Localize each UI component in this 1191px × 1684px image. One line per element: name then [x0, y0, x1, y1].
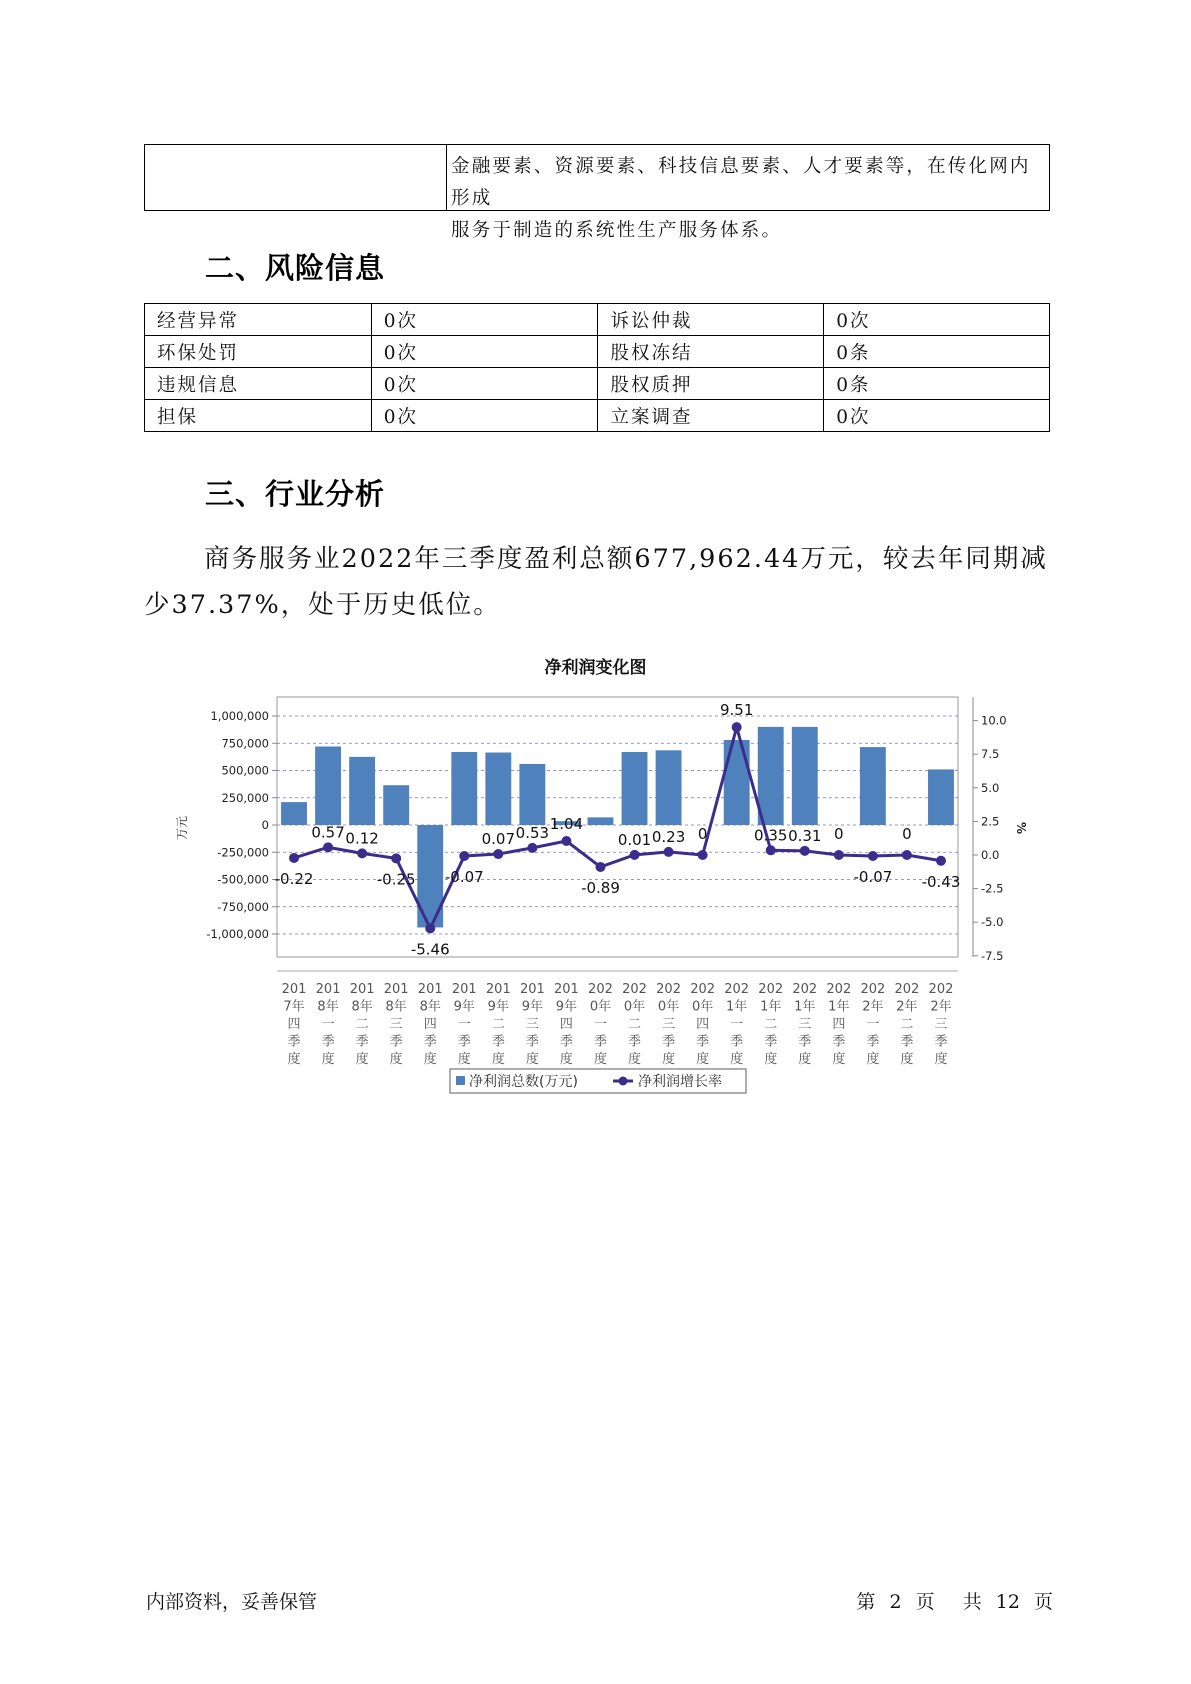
x-tick-label: 9年: [555, 999, 578, 1015]
risk-item-value: 0次: [371, 400, 598, 432]
x-tick-label: 2年: [862, 999, 884, 1015]
x-tick-label: 202: [792, 982, 818, 997]
growth-data-label: 0.53: [515, 823, 550, 842]
growth-point: [834, 850, 844, 860]
growth-point: [800, 846, 810, 856]
right-tick-label: 0.0: [981, 848, 1000, 862]
growth-point: [630, 850, 640, 860]
risk-item-label: 环保处罚: [145, 336, 372, 368]
table-cell-line: 金融要素、资源要素、科技信息要素、人才要素等，在传化网内形成: [451, 156, 1031, 209]
x-tick-label: 度: [900, 1052, 914, 1067]
risk-item-label: 立案调查: [598, 400, 824, 432]
x-tick-label: 季: [696, 1034, 710, 1050]
x-tick-label: 三: [934, 1017, 948, 1032]
x-tick-label: 季: [798, 1034, 812, 1050]
x-tick-label: 三: [389, 1017, 403, 1032]
growth-point: [357, 848, 367, 858]
page-prefix: 第: [856, 1591, 876, 1613]
page-no: 2: [889, 1591, 902, 1613]
bar: [724, 740, 750, 825]
x-tick-label: 季: [287, 1034, 301, 1050]
right-tick-label: -2.5: [981, 881, 1004, 896]
left-tick-label: -1,000,000: [206, 927, 269, 941]
growth-point: [902, 850, 912, 860]
growth-data-label: 9.51: [719, 701, 754, 720]
risk-item-value: 0次: [371, 336, 598, 368]
right-axis-title: %: [1014, 821, 1028, 835]
bar: [792, 727, 818, 825]
x-tick-label: 201: [315, 982, 341, 997]
x-tick-label: 202: [758, 982, 784, 997]
left-tick-label: 0: [261, 818, 269, 832]
x-tick-label: 二: [628, 1017, 642, 1032]
total-prefix: 共: [962, 1591, 982, 1613]
growth-data-label: -0.07: [444, 867, 484, 886]
x-tick-label: 度: [866, 1052, 880, 1067]
x-tick-label: 7年: [283, 999, 305, 1015]
risk-item-value: 0条: [824, 336, 1050, 368]
x-tick-label: 一: [321, 1017, 335, 1032]
growth-data-label: 0: [697, 825, 708, 843]
legend-line-label: 净利润增长率: [638, 1074, 722, 1090]
growth-data-label: 0.12: [345, 829, 379, 848]
risk-item-label: 担保: [145, 400, 372, 432]
bar: [451, 752, 477, 825]
x-tick-label: 202: [622, 982, 647, 997]
growth-data-label: -0.22: [274, 869, 314, 888]
x-tick-label: 一: [593, 1017, 607, 1032]
page-number: [856, 1587, 1053, 1614]
x-tick-label: 四: [559, 1017, 573, 1032]
growth-data-label: 0: [834, 825, 844, 843]
risk-item-value: 0次: [824, 304, 1050, 336]
risk-item-value: 0次: [371, 368, 598, 400]
growth-point: [493, 849, 503, 859]
growth-point: [732, 722, 742, 732]
x-tick-label: 季: [900, 1034, 914, 1050]
x-tick-label: 季: [423, 1034, 437, 1050]
x-tick-label: 度: [559, 1052, 573, 1067]
bar: [485, 753, 511, 825]
x-tick-label: 2年: [896, 999, 918, 1015]
page-unit: 页: [915, 1591, 935, 1613]
x-tick-label: 201: [281, 982, 307, 997]
growth-data-label: 0.07: [481, 830, 516, 849]
left-tick-label: 1,000,000: [210, 709, 269, 723]
x-tick-label: 季: [730, 1034, 744, 1050]
x-tick-label: 季: [662, 1034, 676, 1050]
right-tick-label: 7.5: [981, 747, 1000, 762]
x-tick-label: 二: [900, 1017, 914, 1032]
table-cell-line: 服务于制造的系统性生产服务体系。: [451, 220, 783, 241]
x-tick-label: 季: [593, 1034, 607, 1050]
growth-data-label: -5.46: [410, 940, 450, 959]
risk-item-label: 违规信息: [145, 368, 372, 400]
growth-data-label: 0: [902, 825, 912, 843]
x-tick-label: 四: [696, 1017, 710, 1032]
x-tick-label: 四: [423, 1017, 437, 1032]
growth-point: [391, 853, 401, 863]
bar: [860, 747, 886, 825]
x-tick-label: 202: [690, 982, 716, 997]
growth-point: [527, 843, 537, 853]
x-tick-label: 季: [559, 1034, 573, 1050]
growth-point: [561, 836, 571, 846]
x-tick-label: 201: [554, 982, 579, 997]
x-tick-label: 1年: [828, 999, 850, 1015]
x-tick-label: 度: [730, 1052, 744, 1067]
footer-confidential: 内部资料，妥善保管: [146, 1591, 318, 1613]
x-tick-label: 9年: [521, 999, 544, 1015]
risk-item-value: 0条: [824, 368, 1050, 400]
growth-data-label: -0.43: [921, 872, 961, 891]
x-tick-label: 2年: [930, 999, 952, 1015]
x-tick-label: 一: [866, 1017, 880, 1032]
x-tick-label: 度: [764, 1052, 778, 1067]
x-tick-label: 0年: [691, 999, 714, 1015]
left-tick-label: -500,000: [217, 872, 269, 887]
x-tick-label: 季: [491, 1034, 505, 1050]
x-tick-label: 201: [519, 982, 545, 997]
risk-item-value: 0次: [371, 304, 598, 336]
growth-data-label: 1.04: [549, 815, 584, 834]
growth-data-label: 0.01: [617, 830, 652, 849]
growth-point: [936, 856, 946, 866]
x-tick-label: 度: [662, 1052, 676, 1067]
x-tick-label: 202: [656, 982, 681, 997]
x-tick-label: 二: [355, 1017, 369, 1032]
x-tick-label: 二: [491, 1017, 505, 1032]
x-tick-label: 季: [764, 1034, 778, 1050]
chart-title: 净利润变化图: [544, 658, 647, 678]
x-tick-label: 0年: [589, 999, 612, 1015]
x-tick-label: 三: [662, 1017, 676, 1032]
growth-data-label: -0.25: [376, 870, 416, 889]
x-tick-label: 一: [730, 1017, 744, 1032]
x-tick-label: 季: [389, 1034, 403, 1050]
x-tick-label: 0年: [657, 999, 680, 1015]
risk-item-label: 股权质押: [598, 368, 824, 400]
right-tick-label: 2.5: [981, 814, 1000, 829]
x-tick-label: 1年: [794, 999, 816, 1015]
x-tick-label: 度: [423, 1052, 437, 1067]
growth-point: [766, 845, 776, 855]
x-tick-label: 季: [866, 1034, 880, 1050]
x-tick-label: 四: [287, 1017, 301, 1032]
left-tick-label: 500,000: [221, 763, 269, 778]
x-tick-label: 1年: [726, 999, 748, 1015]
bar: [281, 802, 307, 825]
x-tick-label: 一: [457, 1017, 471, 1032]
x-tick-label: 度: [798, 1052, 812, 1067]
x-tick-label: 度: [934, 1052, 948, 1067]
x-tick-label: 三: [798, 1017, 812, 1032]
total-no: 12: [995, 1591, 1020, 1613]
growth-point: [698, 850, 708, 860]
x-tick-label: 度: [832, 1052, 846, 1067]
left-tick-label: -750,000: [217, 899, 269, 914]
legend-bar-label: 净利润总数(万元): [469, 1074, 578, 1090]
x-tick-label: 二: [764, 1017, 778, 1032]
x-tick-label: 度: [355, 1052, 369, 1067]
x-tick-label: 202: [860, 982, 886, 997]
right-tick-label: 5.0: [981, 780, 1000, 795]
x-tick-label: 202: [826, 982, 852, 997]
bar: [349, 757, 375, 825]
x-tick-label: 季: [355, 1034, 369, 1050]
total-unit: 页: [1033, 1591, 1053, 1613]
x-tick-label: 四: [832, 1017, 846, 1032]
x-tick-label: 度: [525, 1052, 539, 1067]
bar: [622, 752, 648, 825]
x-tick-label: 季: [525, 1034, 539, 1050]
x-tick-label: 202: [894, 982, 920, 997]
growth-point: [459, 851, 469, 861]
x-tick-label: 8年: [419, 999, 441, 1015]
x-tick-label: 季: [832, 1034, 846, 1050]
growth-point: [289, 853, 299, 863]
legend-line-marker: [619, 1077, 628, 1086]
x-tick-label: 9年: [453, 999, 475, 1015]
x-tick-label: 度: [628, 1052, 642, 1067]
x-tick-label: 9年: [487, 999, 509, 1015]
growth-data-label: -0.89: [581, 878, 620, 897]
growth-data-label: 0.31: [788, 826, 822, 845]
risk-item-label: 诉讼仲裁: [598, 304, 824, 336]
x-tick-label: 0年: [623, 999, 646, 1015]
x-tick-label: 度: [287, 1052, 301, 1067]
legend-bar-swatch: [456, 1076, 465, 1085]
x-tick-label: 201: [349, 982, 375, 997]
right-tick-label: -5.0: [981, 915, 1004, 930]
x-tick-label: 201: [383, 982, 409, 997]
risk-item-label: 股权冻结: [598, 336, 824, 368]
left-tick-label: 250,000: [221, 790, 269, 805]
growth-data-label: 0.23: [651, 827, 686, 846]
growth-data-label: 0.35: [754, 826, 788, 845]
bar: [519, 764, 545, 825]
industry-paragraph: 商务服务业2022年三季度盈利总额677,962.44万元，较去年同期减少37.37%，处于历史低位。: [144, 544, 1048, 620]
growth-point: [595, 862, 605, 872]
bar: [588, 817, 614, 825]
x-tick-label: 201: [417, 982, 443, 997]
growth-point: [323, 842, 333, 852]
bar: [928, 769, 954, 825]
bar: [383, 785, 409, 825]
risk-item-value: 0次: [824, 400, 1050, 432]
growth-point: [664, 847, 674, 857]
bar: [758, 727, 784, 825]
x-tick-label: 度: [457, 1052, 471, 1067]
x-tick-label: 度: [389, 1052, 403, 1067]
plot-area: [274, 697, 958, 957]
risk-item-label: 经营异常: [145, 304, 372, 336]
x-tick-label: 8年: [385, 999, 407, 1015]
x-tick-label: 季: [628, 1034, 642, 1050]
x-tick-label: 度: [321, 1052, 335, 1067]
x-tick-label: 三: [525, 1017, 539, 1032]
x-tick-label: 202: [724, 982, 750, 997]
x-tick-label: 季: [934, 1034, 948, 1050]
growth-point: [868, 851, 878, 861]
x-tick-label: 度: [593, 1052, 607, 1067]
x-tick-label: 8年: [351, 999, 373, 1015]
right-tick-label: -7.5: [981, 948, 1004, 963]
bar: [315, 747, 341, 825]
growth-point: [425, 923, 435, 933]
x-tick-label: 度: [696, 1052, 710, 1067]
x-tick-label: 度: [491, 1052, 505, 1067]
right-tick-label: 10.0: [981, 713, 1007, 728]
growth-data-label: 0.57: [311, 823, 345, 842]
x-tick-label: 季: [457, 1034, 471, 1050]
bar: [656, 750, 682, 825]
section-heading-risk: 二、风险信息: [205, 251, 386, 285]
left-tick-label: 750,000: [221, 736, 269, 751]
section-heading-industry: 三、行业分析: [205, 477, 386, 511]
growth-data-label: -0.07: [853, 867, 893, 886]
left-tick-label: -250,000: [217, 845, 269, 860]
x-tick-label: 202: [928, 982, 954, 997]
x-tick-label: 季: [321, 1034, 335, 1050]
x-tick-label: 201: [451, 982, 477, 997]
x-tick-label: 1年: [760, 999, 782, 1015]
left-axis-title: 万元: [175, 815, 189, 841]
x-tick-label: 201: [485, 982, 511, 997]
x-tick-label: 8年: [317, 999, 339, 1015]
x-tick-label: 202: [588, 982, 613, 997]
